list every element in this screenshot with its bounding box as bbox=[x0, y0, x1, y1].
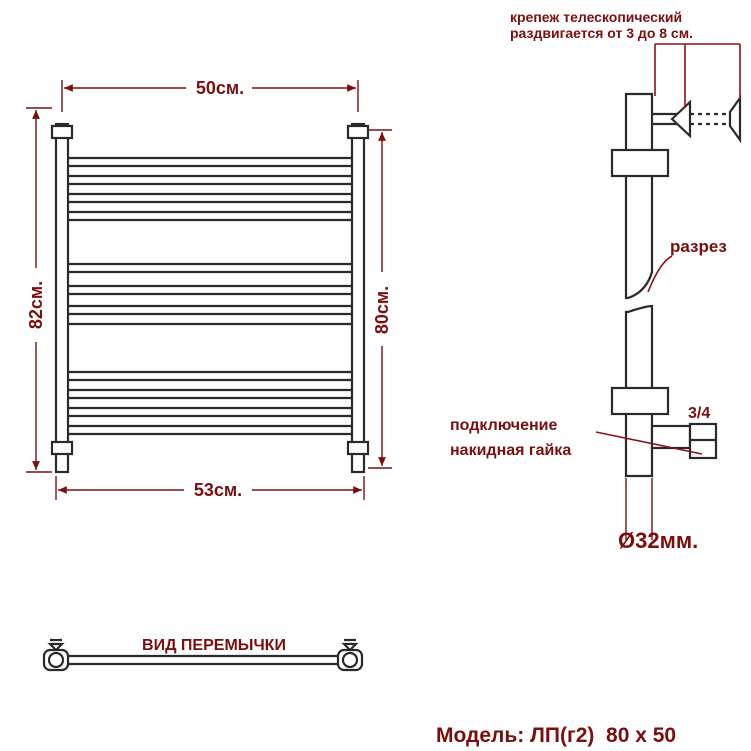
lower-clamp bbox=[612, 388, 668, 414]
diameter-label: Ø32мм. bbox=[618, 528, 699, 553]
thread-label: 3/4 bbox=[688, 405, 711, 422]
connection-line1: подключение bbox=[450, 417, 558, 434]
right-upright bbox=[352, 124, 364, 472]
rungs bbox=[68, 158, 352, 434]
dimension-right-height bbox=[368, 130, 392, 468]
mount-note-line1: крепеж телескопический bbox=[510, 9, 683, 25]
jumper-title: ВИД ПЕРЕМЫЧКИ bbox=[142, 637, 286, 654]
width-bottom-label: 53см. bbox=[193, 480, 243, 500]
section-label: разрез bbox=[670, 237, 727, 256]
side-view bbox=[450, 9, 740, 553]
connection-fitting bbox=[652, 424, 716, 458]
telescopic-mount bbox=[652, 98, 740, 140]
model-label: Модель: ЛП(г2) 80 х 50 bbox=[436, 724, 677, 747]
mount-note-line2: раздвигается от 3 до 8 см. bbox=[510, 25, 693, 41]
jumper-left-end bbox=[44, 640, 68, 670]
jumper-view bbox=[44, 637, 362, 670]
front-view bbox=[26, 78, 392, 500]
jumper-right-end bbox=[338, 640, 362, 670]
upper-clamp bbox=[612, 150, 668, 176]
dimension-top-width bbox=[62, 78, 358, 112]
width-top-label: 50см. bbox=[195, 78, 245, 98]
dimension-left-height bbox=[26, 108, 52, 472]
dimension-bottom-width bbox=[56, 476, 364, 500]
mount-note-leader bbox=[655, 44, 740, 108]
left-upright bbox=[56, 124, 68, 472]
height-right-label: 80см. bbox=[372, 285, 392, 335]
height-left-label: 82см. bbox=[26, 280, 46, 330]
connection-line2: накидная гайка bbox=[450, 442, 572, 459]
side-tube-upper bbox=[626, 94, 652, 298]
